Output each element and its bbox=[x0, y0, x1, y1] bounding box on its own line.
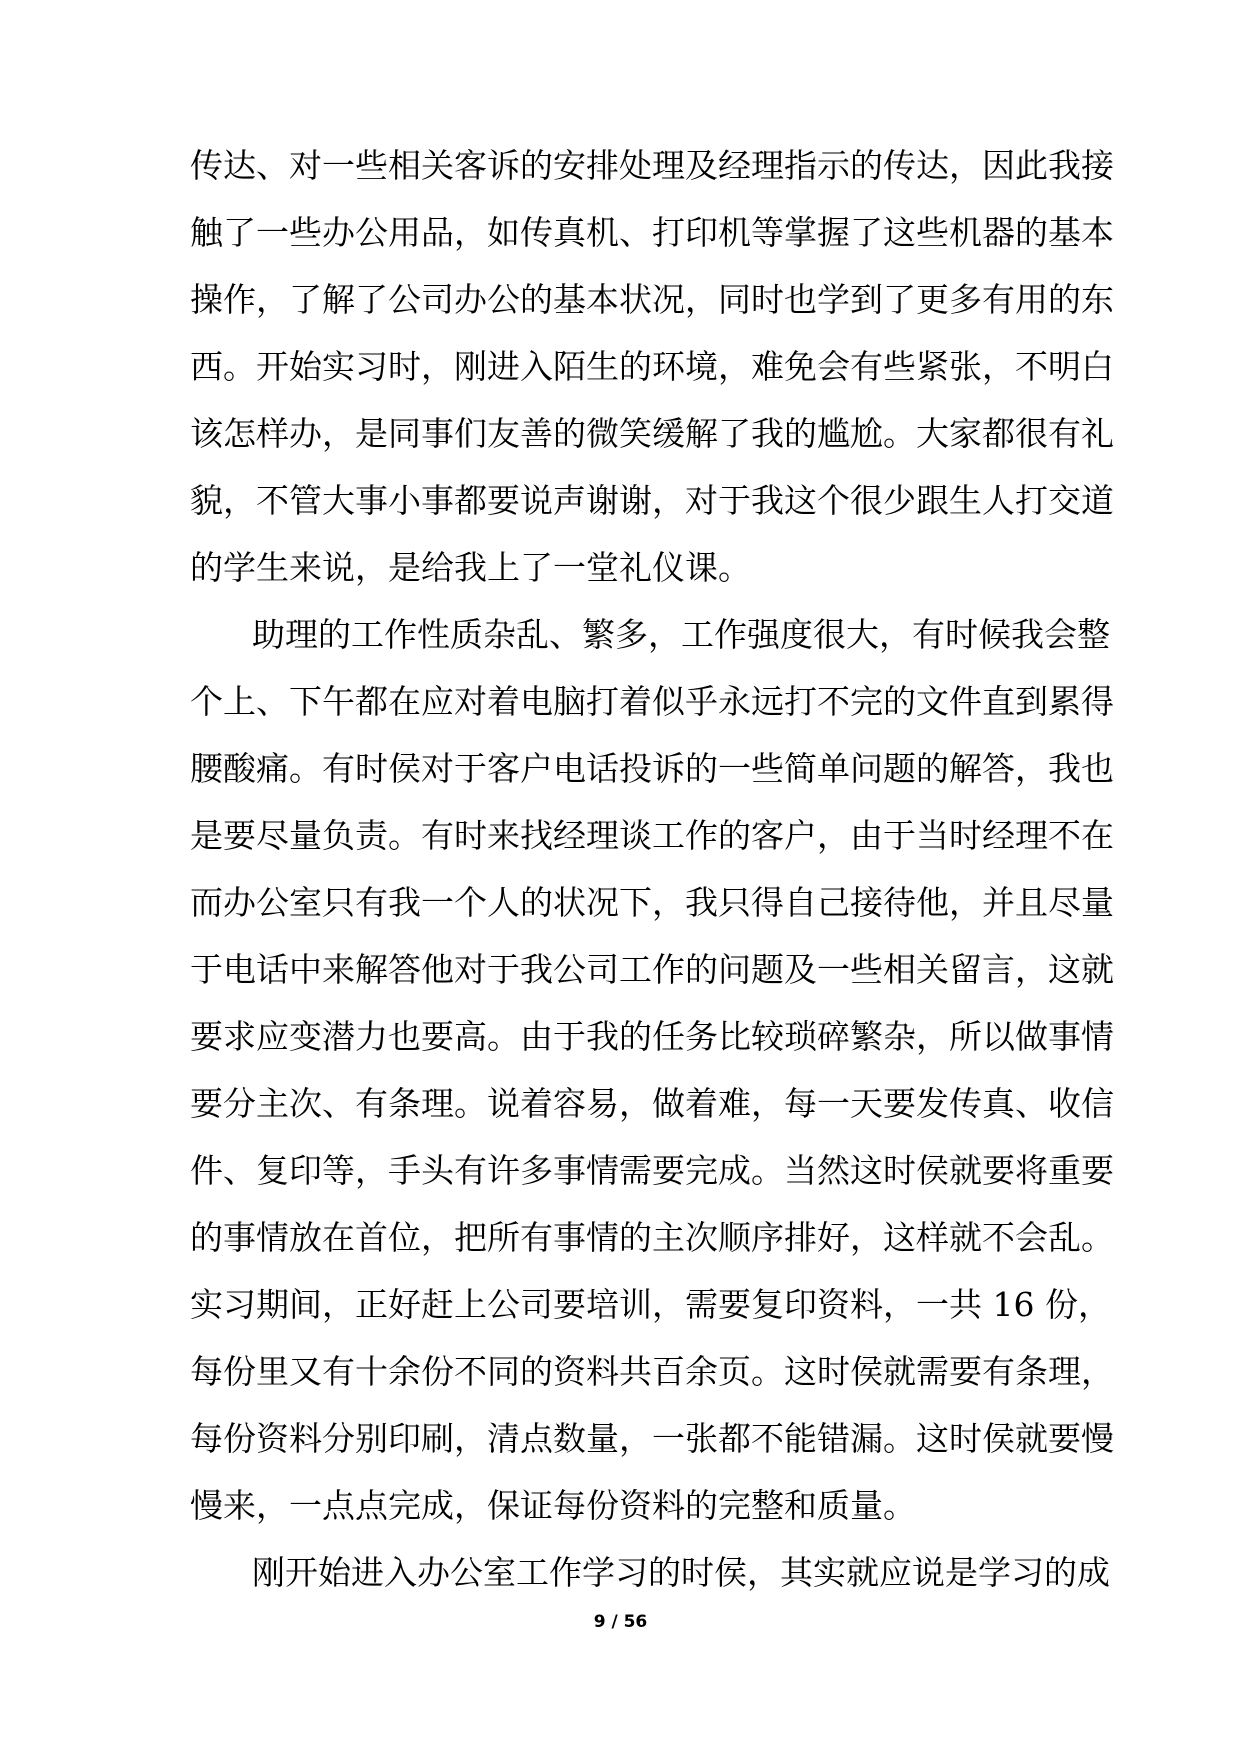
text-line: 件、复印等，手头有许多事情需要完成。当然这时侯就要将重要 bbox=[190, 1151, 1114, 1190]
text-line: 个上、下午都在应对着电脑打着似乎永远打不完的文件直到累得 bbox=[190, 682, 1114, 721]
paragraph-first-line: 刚开始进入办公室工作学习的时侯，其实就应说是学习的成 bbox=[252, 1553, 1110, 1592]
paragraph-first-line: 助理的工作性质杂乱、繁多，工作强度很大，有时候我会整 bbox=[252, 615, 1110, 654]
text-line: 该怎样办，是同事们友善的微笑缓解了我的尴尬。大家都很有礼 bbox=[190, 414, 1114, 453]
text-line: 西。开始实习时，刚进入陌生的环境，难免会有些紧张，不明白 bbox=[190, 347, 1114, 386]
text-line: 要分主次、有条理。说着容易，做着难，每一天要发传真、收信 bbox=[190, 1084, 1114, 1123]
text-line: 操作，了解了公司办公的基本状况，同时也学到了更多有用的东 bbox=[190, 280, 1114, 319]
text-line: 腰酸痛。有时侯对于客户电话投诉的一些简单问题的解答，我也 bbox=[190, 749, 1114, 788]
text-line: 慢来，一点点完成，保证每份资料的完整和质量。 bbox=[190, 1486, 916, 1525]
text-line: 要求应变潜力也要高。由于我的任务比较琐碎繁杂，所以做事情 bbox=[190, 1017, 1114, 1056]
text-line: 的事情放在首位，把所有事情的主次顺序排好，这样就不会乱。 bbox=[190, 1218, 1114, 1257]
page-number: 9 / 56 bbox=[593, 1612, 648, 1632]
text-line: 触了一些办公用品，如传真机、打印机等掌握了这些机器的基本 bbox=[190, 213, 1114, 252]
text-line: 每份里又有十余份不同的资料共百余页。这时侯就需要有条理， bbox=[190, 1352, 1114, 1391]
text-line: 貌，不管大事小事都要说声谢谢，对于我这个很少跟生人打交道 bbox=[190, 481, 1114, 520]
text-line: 每份资料分别印刷，清点数量，一张都不能错漏。这时侯就要慢 bbox=[190, 1419, 1114, 1458]
text-line: 是要尽量负责。有时来找经理谈工作的客户，由于当时经理不在 bbox=[190, 816, 1114, 855]
text-line: 的学生来说，是给我上了一堂礼仪课。 bbox=[190, 548, 751, 587]
text-line: 传达、对一些相关客诉的安排处理及经理指示的传达，因此我接 bbox=[190, 146, 1114, 185]
text-line: 实习期间，正好赶上公司要培训，需要复印资料，一共 16 份， bbox=[190, 1285, 1111, 1324]
text-line: 而办公室只有我一个人的状况下，我只得自己接待他，并且尽量 bbox=[190, 883, 1114, 922]
text-line: 于电话中来解答他对于我公司工作的问题及一些相关留言，这就 bbox=[190, 950, 1114, 989]
